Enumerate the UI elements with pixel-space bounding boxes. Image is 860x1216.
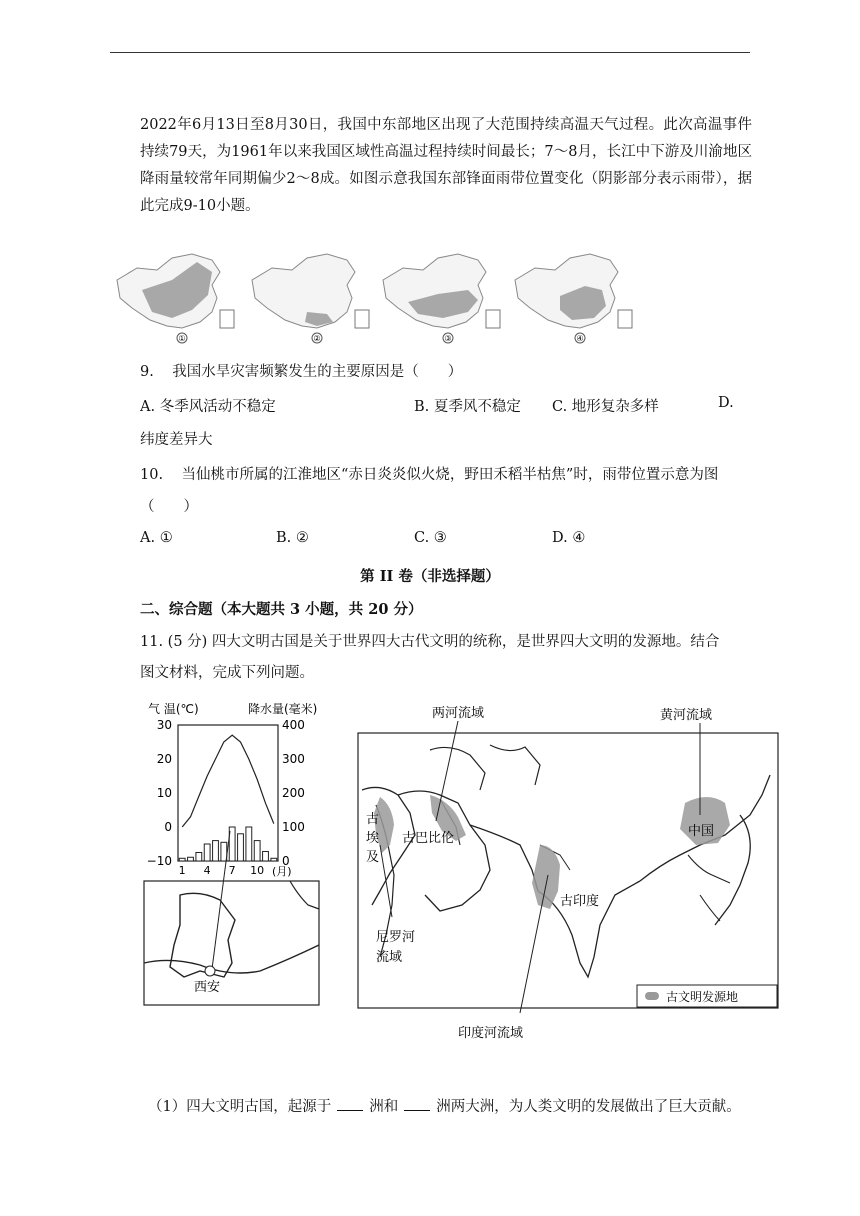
liang-he-label: 两河流域: [432, 706, 485, 721]
month-tick-label: 7: [228, 864, 236, 877]
q11-intro-line1: 11. (5 分) 四大文明古国是关于世界四大古代文明的统称，是世界四大文明的发源地。结合: [140, 634, 720, 650]
precip-bar: [196, 853, 202, 862]
gu-aiji-label: [366, 811, 380, 865]
rain-belt-map-1: [117, 254, 234, 343]
month-unit: (月): [272, 865, 292, 878]
month-tick-label: 4: [203, 864, 211, 877]
q9-option-a: A. 冬季风活动不稳定: [140, 399, 276, 415]
precip-tick-label: 400: [282, 718, 305, 732]
rain-belt-map-3: [383, 254, 500, 343]
rain-belt-map-2: [252, 254, 369, 343]
q9-option-c: C. 地形复杂多样: [552, 399, 659, 415]
legend-label: 古文明发源地: [666, 990, 739, 1004]
precip-bar: [204, 844, 210, 861]
niluo-label-1: 尼罗河: [376, 930, 416, 945]
part-title: 二、综合题（本大题共 3 小题，共 20 分）: [140, 601, 423, 618]
q11-sub1-prefix: （1）四大文明古国，起源于: [148, 1099, 332, 1115]
precip-bar: [238, 834, 244, 861]
gu-yindu-label: 古印度: [560, 894, 600, 909]
q9-option-b: B. 夏季风不稳定: [414, 399, 521, 415]
q11-sub1-mid: 洲和: [369, 1099, 399, 1115]
temp-tick-label: 20: [156, 752, 172, 766]
q10-option-a: A. ①: [140, 530, 173, 546]
section-title: 第 II 卷（非选择题）: [360, 568, 500, 585]
rain-belt-maps: [112, 250, 637, 348]
month-tick-label: 10: [250, 864, 265, 877]
temp-tick-label: 10: [156, 786, 172, 800]
precip-bar: [221, 842, 227, 861]
xian-marker: [205, 966, 215, 976]
q11-sub1-suffix: 洲两大洲，为人类文明的发展做出了巨大贡献。: [436, 1099, 741, 1115]
precip-tick-label: 300: [282, 752, 305, 766]
temp-tick-label: 30: [156, 718, 172, 732]
map-label-4: ④: [576, 334, 584, 343]
temp-tick-label: −10: [146, 854, 172, 868]
yindu-he-label: 印度河流域: [458, 1026, 524, 1041]
q10-bracket: （ ）: [140, 499, 198, 515]
temp-axis-label: 气 温(℃): [148, 702, 199, 716]
precip-tick-label: 100: [282, 820, 305, 834]
precip-bar: [179, 858, 185, 861]
answer-blank-2[interactable]: [404, 1096, 430, 1111]
q10-text: 当仙桃市所属的江淮地区“赤日炎炎似火烧，野田禾稻半枯焦”时，雨带位置示意为图: [181, 467, 719, 483]
map-label-1: ①: [178, 334, 186, 343]
climate-plot-frame: [178, 725, 278, 861]
map-label-3: ③: [444, 334, 452, 343]
ancient-civilizations-map: [358, 705, 778, 1041]
gu-aiji-char: 古: [366, 812, 380, 827]
q11-intro-line2: 图文材料，完成下列问题。: [140, 665, 314, 681]
precip-tick-label: 0: [282, 854, 290, 868]
q11-figure: [140, 695, 785, 1045]
precip-bar: [246, 827, 252, 861]
q10-number: 10.: [140, 467, 164, 483]
temp-tick-label: 0: [164, 820, 172, 834]
climate-chart: [147, 701, 318, 878]
legend-swatch: [645, 992, 659, 1000]
q10-stem: [140, 463, 718, 484]
q10-option-b: B. ②: [276, 530, 309, 546]
temperature-curve: [182, 735, 274, 827]
q9-option-d: D.: [718, 395, 734, 411]
gu-aiji-char: 及: [366, 850, 380, 865]
precip-axis-label: 降水量(毫米): [248, 702, 318, 716]
niluo-label-2: 流域: [376, 950, 403, 965]
q9-option-d-text: 纬度差异大: [140, 432, 213, 448]
month-tick-label: 1: [178, 864, 186, 877]
precip-bar: [263, 851, 269, 861]
precip-bar: [213, 841, 219, 861]
precip-bar: [188, 857, 194, 861]
huang-he-label: 黄河流域: [660, 708, 713, 723]
precip-bar: [254, 841, 260, 861]
q11-sub1: [148, 1095, 741, 1116]
map-label-2: ②: [313, 334, 321, 343]
precip-tick-label: 200: [282, 786, 305, 800]
gu-babilun-label: 古巴比伦: [402, 831, 455, 846]
q9-text: 我国水旱灾害频繁发生的主要原因是（ ）: [172, 364, 463, 380]
intro-paragraph: 2022年6月13日至8月30日，我国中东部地区出现了大范围持续高温天气过程。此次高温事件持续79天，为1961年以来我国区域性高温过程持续时间最长；7～8月，长江中下游及川渝地区降雨量较常年同期偏少2～8成。如图示意我国东部锋面雨带位置变化（阴影部分表示雨带），据此完成9-10小题。: [140, 117, 752, 214]
q9-number: 9.: [140, 364, 154, 380]
q10-option-d: D. ④: [552, 530, 586, 546]
xian-label: 西安: [194, 980, 221, 995]
gu-aiji-char: 埃: [366, 831, 380, 846]
q10-option-c: C. ③: [414, 530, 447, 546]
zhongguo-label: 中国: [688, 824, 715, 839]
answer-blank-1[interactable]: [337, 1096, 363, 1111]
header-rule: [110, 52, 750, 53]
rain-belt-map-4: [515, 254, 632, 343]
precip-bar: [271, 858, 277, 861]
q9-stem: [140, 360, 462, 381]
